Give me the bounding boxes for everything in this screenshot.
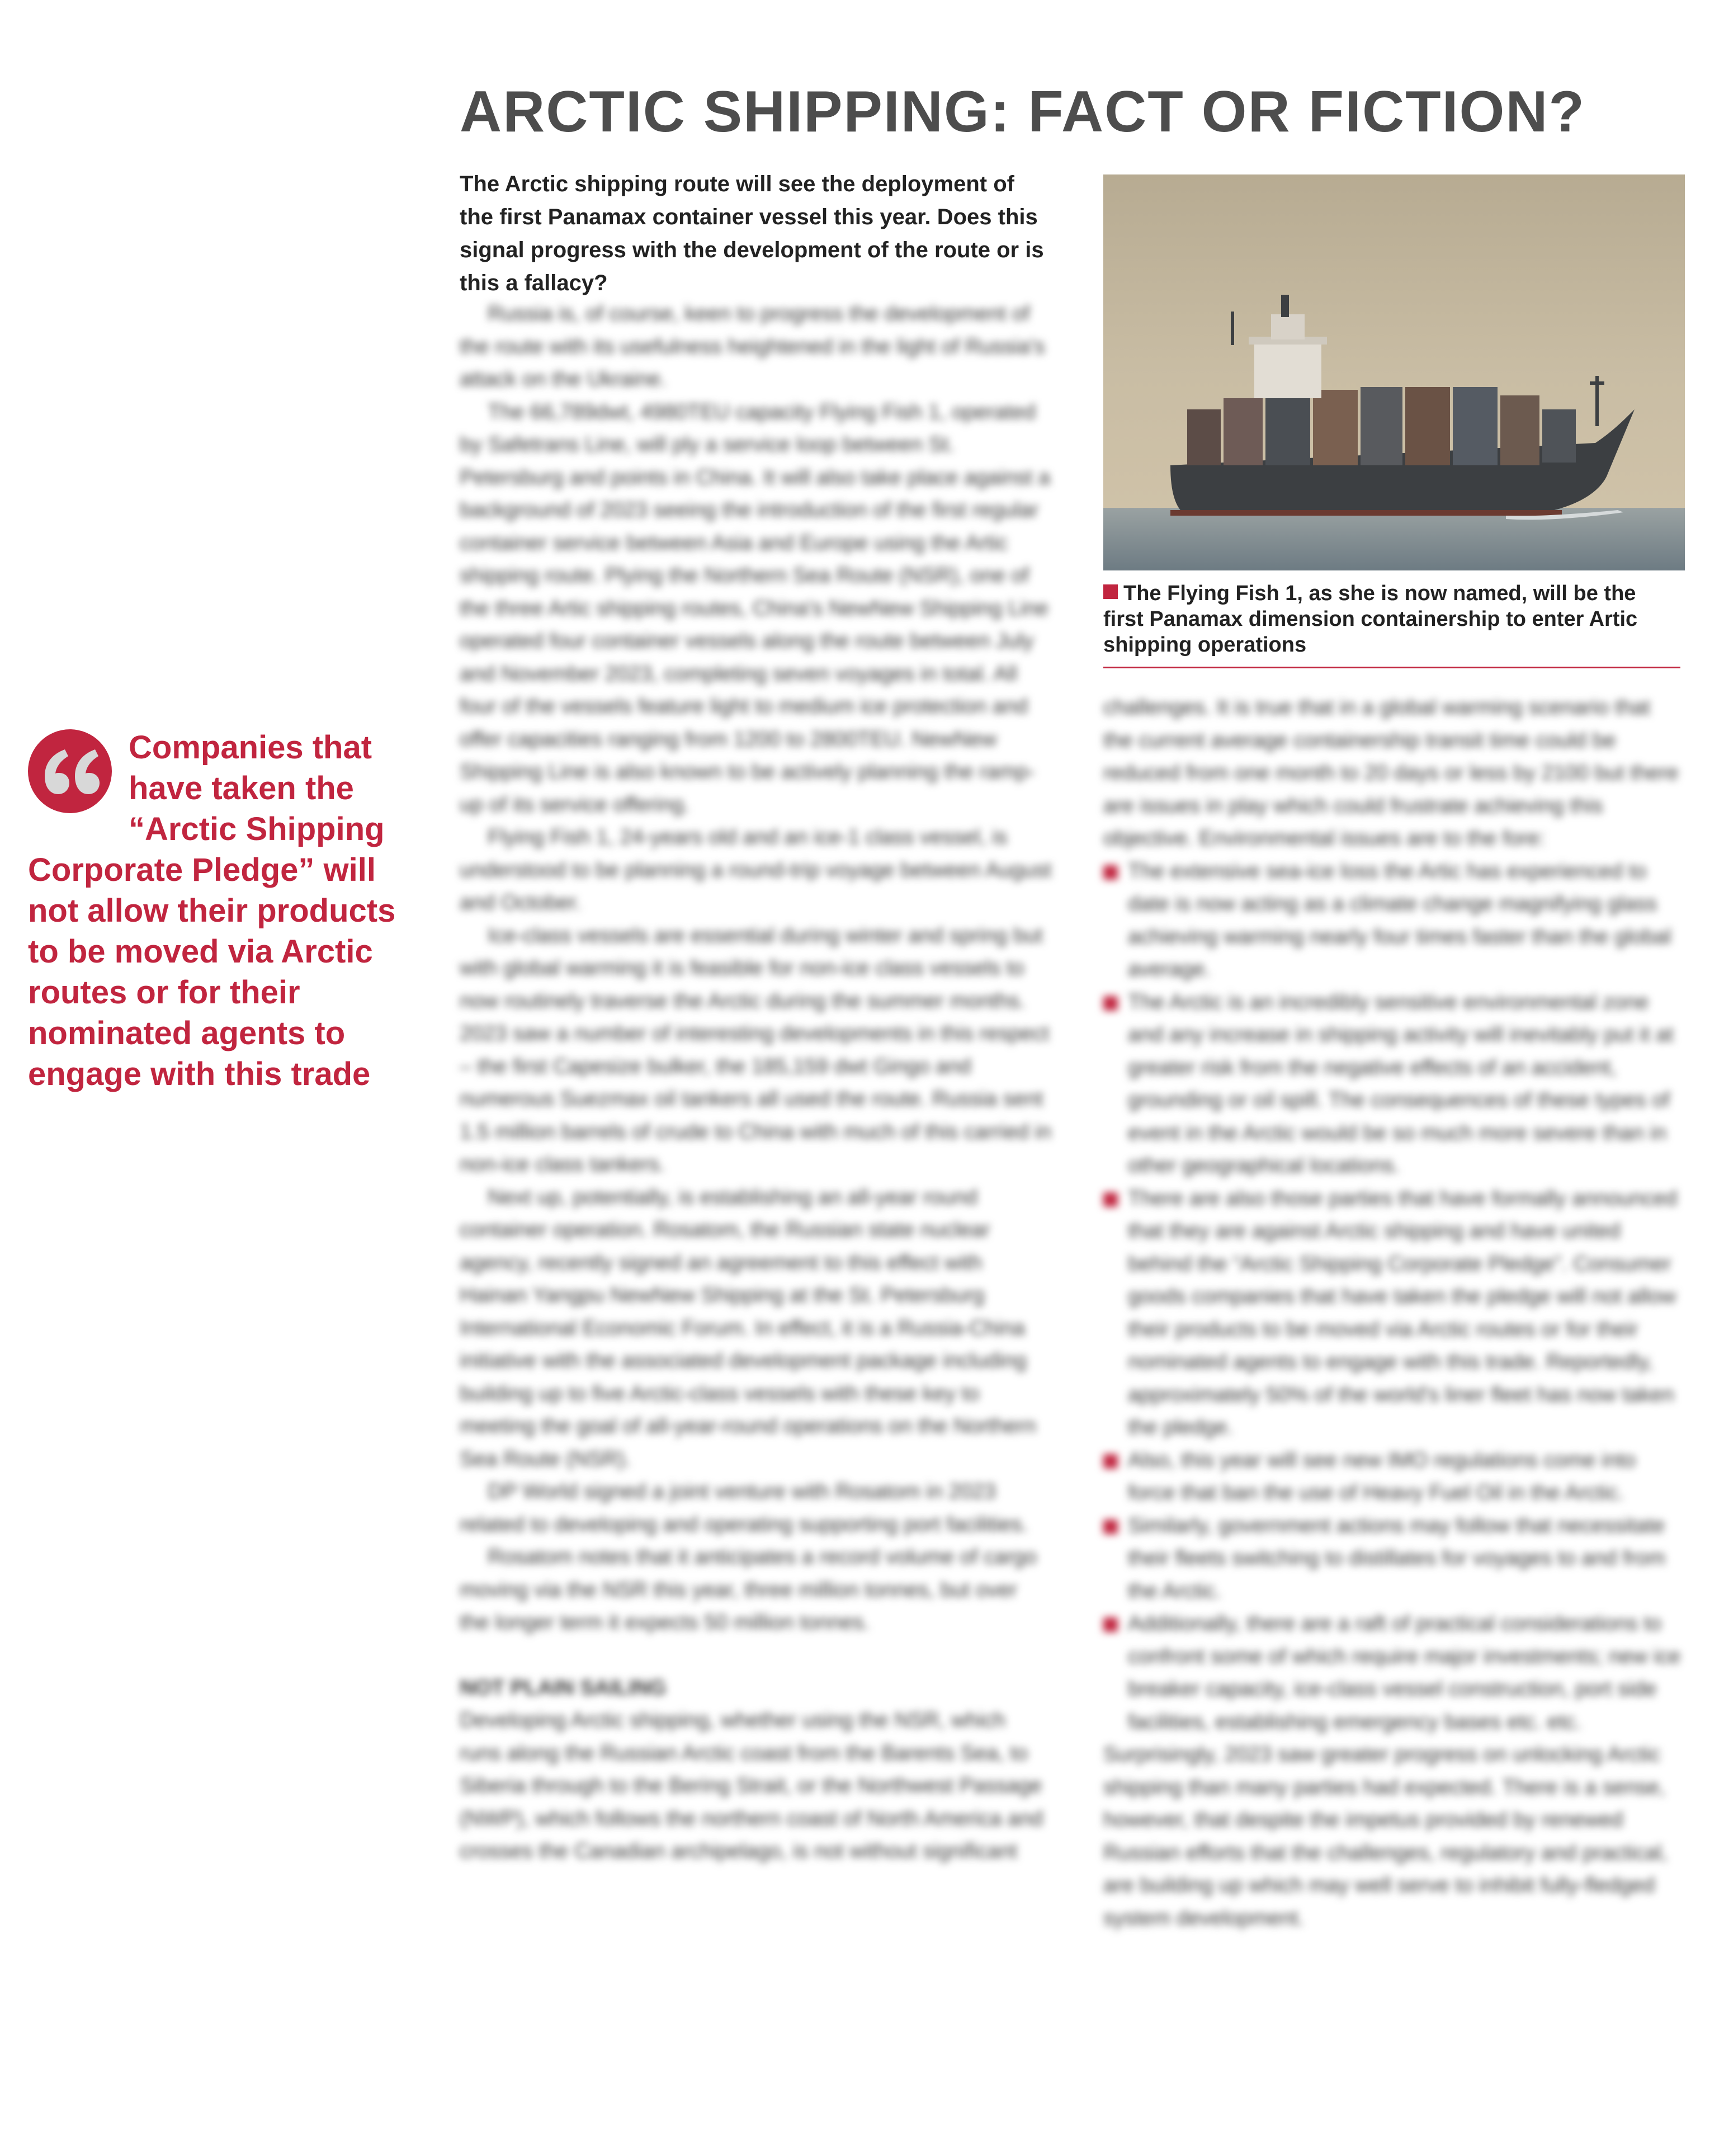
body-column-left: [460, 298, 1052, 1868]
body-paragraph: Developing Arctic shipping, whether using the NSR, which runs along the Russian Arctic coast from the Barents Sea, to Siberia through to the Bering Strait, or the Northwest Passage (NWP), which follows the northern coast of North America and crosses the Canadian archipelago, is not without significant: [460, 1709, 1043, 1863]
photo-caption: [1103, 581, 1679, 658]
body-paragraph: Ice-class vessels are essential during winter and spring but with global warming it is feasible for non-ice class vessels to now routinely traverse the Arctic during the summer months. 2023 saw a number of interesting developments in this respect – the first Capesize bulker, the 185,159 dwt Gingo and numerous Suezmax oil tankers all used the route. Russia sent 1.5 million barrels of crude to China with much of this carried in non-ice class tankers.: [460, 923, 1052, 1176]
bullet-item: There are also those parties that have formally announced that they are against Arctic shipping and have united behind the “Arctic Shipping Corporate Pledge”. Consumer goods companies that have taken the pledge will not allow their products to be moved via Arctic routes or for their nominated agents to engage with this trade. Reportedly, approximately 50% of the world's liner fleet has now taken the pledge.: [1103, 1182, 1685, 1444]
body-paragraph: Rosatom notes that it anticipates a record volume of cargo moving via the NSR this year, three million tonnes, but over the longer term it expects 50 million tonnes.: [460, 1545, 1037, 1634]
bullet-item: Also, this year will see new IMO regulations come into force that ban the use of Heavy Fuel Oil in the Arctic.: [1103, 1444, 1685, 1509]
body-paragraph: The 66,789dwt, 4980TEU capacity Flying Fish 1, operated by Safetrans Line, will ply a service loop between St. Petersburg and points in China. It will also take place against a background of 2023 seeing the introduction of the first regular container service between Asia and Europe using the Artic shipping route. Plying the Northern Sea Route (NSR), one of the three Artic shipping routes, China's NewNew Shipping Line operated four container vessels along the route between July and November 2023, completing seven voyages in total. All four of the vessels feature light to medium ice protection and offer capacities ranging from 1200 to 2800TEU. NewNew Shipping Line is also known to be actively planning the ramp-up of its service offering.: [460, 400, 1051, 817]
article-standfirst: The Arctic shipping route will see the deployment of the first Panamax container vessel this year. Does this signal progress with the development of the route or is this a fallacy?: [460, 172, 1044, 295]
section-heading: NOT PLAIN SAILING: [460, 1676, 667, 1700]
article-title: ARCTIC SHIPPING: FACT OR FICTION?: [460, 79, 1586, 144]
photo-caption-text: The Flying Fish 1, as she is now named, will be the first Panamax dimension containership to enter Artic shipping operations: [1103, 582, 1638, 657]
body-paragraph: Russia is, of course, keen to progress the development of the route with its usefulness heightened in the light of Russia's attack on the Ukraine.: [460, 302, 1045, 391]
bullet-item: The Arctic is an incredibly sensitive environmental zone and any increase in shipping activity will inevitably put it at greater risk from the negative effects of an accident, grounding or oil spill. The consequences of these types of event in the Arctic would be so much more severe than in other geographical locations.: [1103, 986, 1685, 1182]
body-paragraph: DP World signed a joint venture with Rosatom in 2023 related to developing and operating supporting port facilities.: [460, 1480, 1028, 1536]
quote-mark-icon: [28, 729, 112, 813]
ship-photo: [1103, 174, 1685, 570]
body-column-right: [1103, 691, 1685, 1935]
pull-quote: [28, 727, 414, 1094]
bullet-item: Similarly, government actions may follow that necessitate their fleets switching to distillates for voyages to and from the Arctic.: [1103, 1509, 1685, 1608]
bullet-item: The extensive sea-ice loss the Artic has experienced to date is now acting as a climate change magnifying glass achieving warming nearly four times faster than the global average.: [1103, 855, 1685, 986]
body-paragraph: Flying Fish 1, 24-years old and an ice-1 class vessel, is understood to be planning a round-trip voyage between August and October.: [460, 825, 1052, 914]
body-paragraph: Next up, potentially, is establishing an all-year round container operation. Rosatom, the Russian state nuclear agency, recently signed an agreement to this effect with Hainan Yangpu NewNew Shipping at the St. Petersburg International Economic Forum. In effect, it is a Russia-China initiative with the associated development package including building up to five Arctic-class vessels with these key to meeting the goal of all-year-round operations on the Northern Sea Route (NSR).: [460, 1185, 1036, 1471]
pull-quote-text: Companies that have taken the “Arctic Shipping Corporate Pledge” will not allow their products to be moved via Arctic routes or for their nominated agents to engage with this trade: [28, 729, 396, 1092]
body-paragraph: challenges. It is true that in a global warming scenario that the current average containership transit time could be reduced from one month to 20 days or less by 2100 but there are issues in play which could frustrate achieving this objective. Environmental issues are to the fore:: [1103, 696, 1679, 850]
caption-divider: [1103, 667, 1680, 668]
bullet-item: Additionally, there are a raft of practical considerations to confront some of which require major investments; new ice breaker capacity, ice-class vessel construction, port side facilities, establishing emergency bases etc. etc.: [1103, 1607, 1685, 1738]
body-paragraph: Surprisingly, 2023 saw greater progress on unlocking Arctic shipping than many parties had expected. There is a sense, however, that despite the impetus provided by renewed Russian efforts that the challenges, regulatory and practical, are building up which may well serve to inhibit fully-fledged system development.: [1103, 1743, 1668, 1930]
caption-marker: [1103, 584, 1118, 599]
